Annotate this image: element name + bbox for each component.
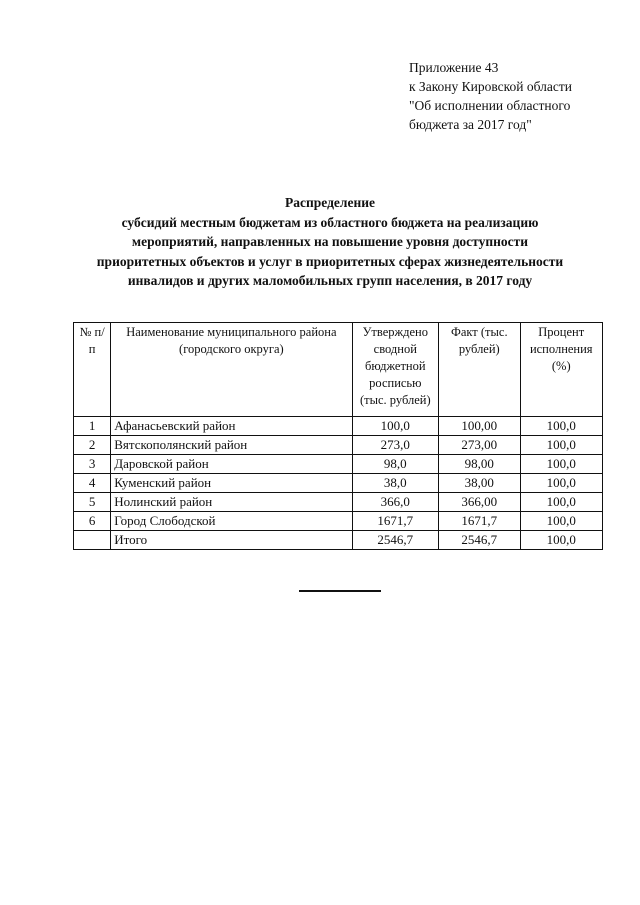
table-row [74,512,603,531]
appendix-line: Приложение 43 [409,60,499,75]
cell-name: Даровской район [111,455,352,474]
cell-fact: 366,00 [439,493,520,512]
appendix-line: бюджета за 2017 год" [409,117,532,132]
table-row [74,455,603,474]
cell-fact: 100,00 [439,417,520,436]
appendix-line: к Закону Кировской области [409,79,573,94]
table-row [74,493,603,512]
title-line: инвалидов и других маломобильных групп населения, в 2017 году [127,273,533,288]
cell-fact: 273,00 [439,436,520,455]
header-fact: Факт (тыс. рублей) [439,323,520,417]
total-fact: 2546,7 [439,531,520,550]
appendix-reference [409,58,629,134]
subsidy-table [73,322,603,550]
total-label: Итого [111,531,352,550]
cell-percent: 100,0 [520,474,603,493]
cell-approved: 1671,7 [352,512,438,531]
table-header-row [74,323,603,417]
title-line: субсидий местным бюджетам из областного бюджета на реализацию [121,214,539,230]
header-percent: Процент исполнения (%) [520,323,603,417]
document-title [40,193,620,291]
title-line: приоритетных объектов и услуг в приоритетных сферах жизнедеятельности [96,253,564,269]
cell-name: Город Слободской [111,512,352,531]
title-line: мероприятий, направленных на повышение уровня доступности [131,234,529,249]
table-total-row [74,531,603,550]
cell-percent: 100,0 [520,417,603,436]
table-row [74,417,603,436]
cell-percent: 100,0 [520,436,603,455]
cell-num: 4 [74,474,111,493]
table-row [74,436,603,455]
table-row [74,474,603,493]
cell-percent: 100,0 [520,455,603,474]
cell-fact: 98,00 [439,455,520,474]
appendix-line: "Об исполнении областного [409,98,571,113]
cell-approved: 273,0 [352,436,438,455]
cell-num: 5 [74,493,111,512]
end-divider [299,590,381,592]
cell-approved: 98,0 [352,455,438,474]
header-approved: Утверждено сводной бюджетной росписью (тыс. рублей) [352,323,438,417]
cell-approved: 38,0 [352,474,438,493]
cell-name: Вятскополянский район [111,436,352,455]
cell-num: 1 [74,417,111,436]
header-num: № п/п [74,323,111,417]
cell-num: 6 [74,512,111,531]
total-percent: 100,0 [520,531,603,550]
total-approved: 2546,7 [352,531,438,550]
header-name: Наименование муниципального района (городского округа) [111,323,352,417]
cell-approved: 100,0 [352,417,438,436]
cell-fact: 1671,7 [439,512,520,531]
cell-name: Афанасьевский район [111,417,352,436]
cell-name: Куменский район [111,474,352,493]
total-num [74,531,111,550]
cell-percent: 100,0 [520,493,603,512]
cell-num: 3 [74,455,111,474]
cell-name: Нолинский район [111,493,352,512]
cell-fact: 38,00 [439,474,520,493]
title-line: Распределение [284,195,376,210]
cell-num: 2 [74,436,111,455]
cell-percent: 100,0 [520,512,603,531]
cell-approved: 366,0 [352,493,438,512]
